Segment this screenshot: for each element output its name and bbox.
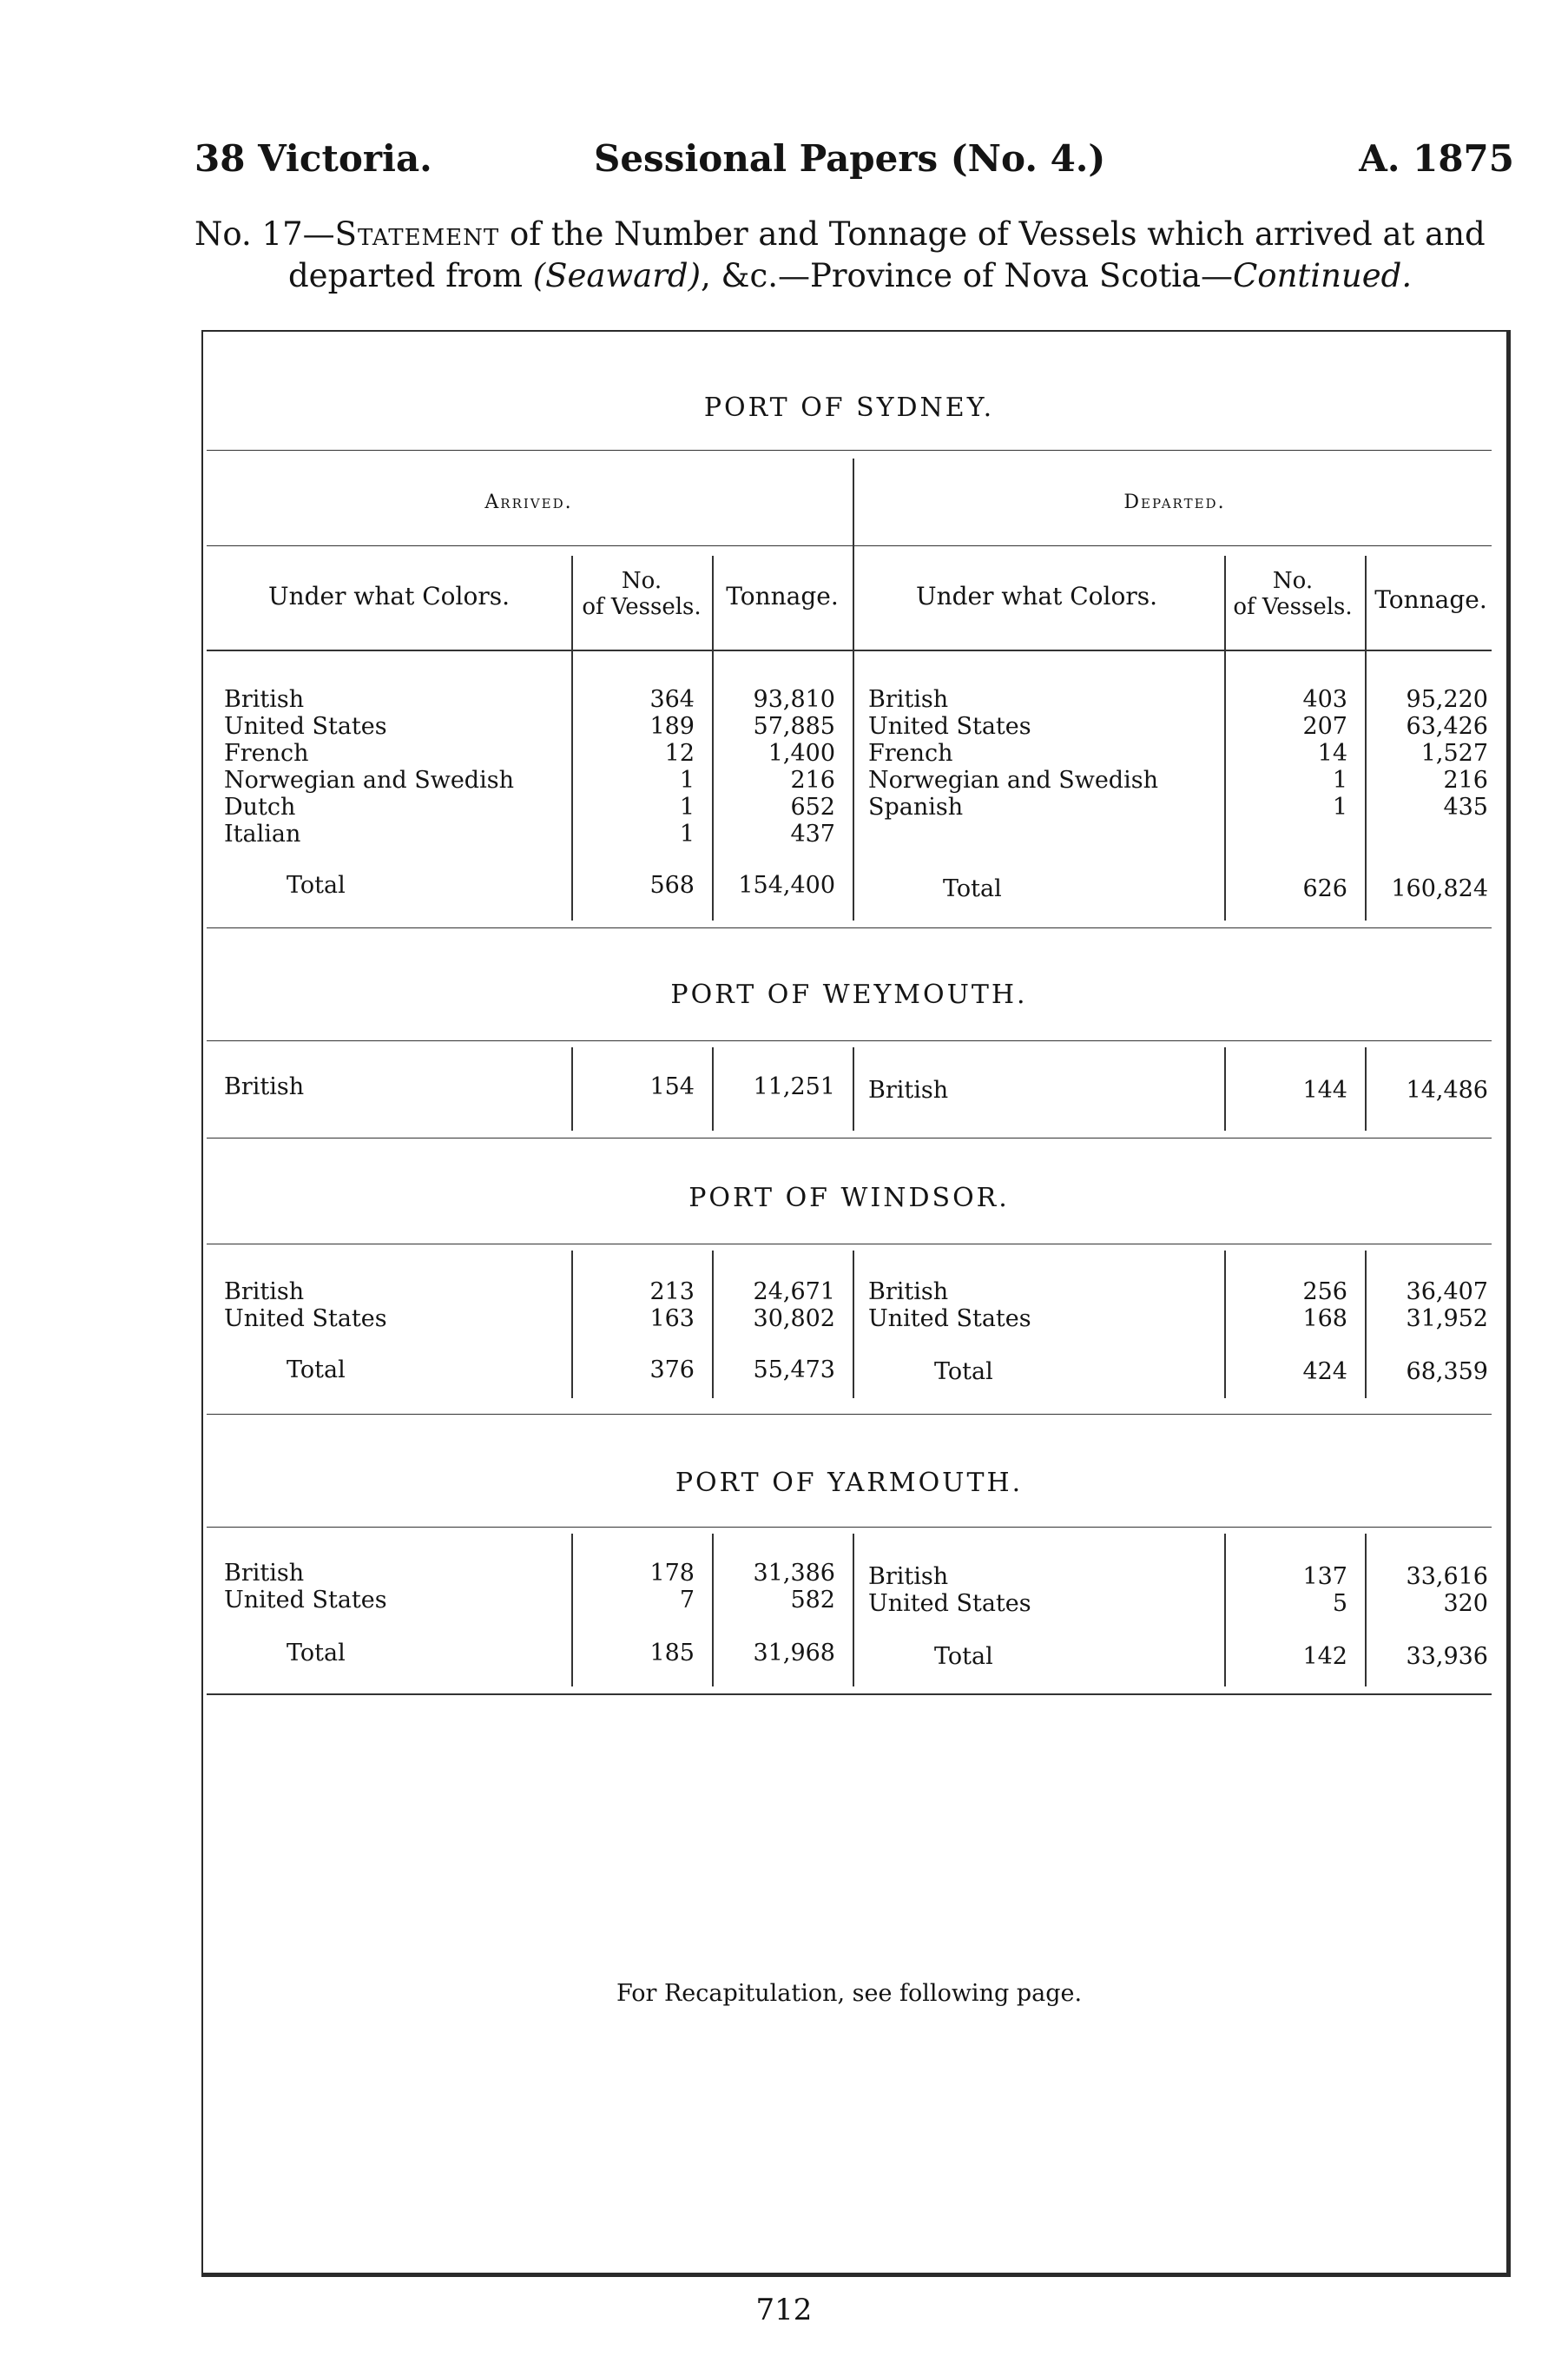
col-colors-departed: Under what Colors. bbox=[915, 582, 1157, 610]
row-colors: British bbox=[868, 1278, 949, 1305]
header-session: 38 Victoria. bbox=[194, 137, 432, 180]
row-colors: British bbox=[224, 1073, 305, 1100]
table-caption-line-1 bbox=[194, 215, 1514, 253]
col-vessels-line2: of Vessels. bbox=[1233, 594, 1353, 620]
row-tonnage: 216 bbox=[790, 767, 835, 794]
row-tonnage: 1,400 bbox=[768, 740, 835, 767]
row-vessels: 1 bbox=[1332, 767, 1347, 794]
row-colors: British bbox=[224, 1560, 305, 1587]
row-tonnage: 31,952 bbox=[1406, 1305, 1488, 1332]
row-vessels: 12 bbox=[664, 740, 695, 767]
center-divider bbox=[853, 459, 854, 921]
port-title-weymouth: PORT OF WEYMOUTH. bbox=[670, 980, 1028, 1010]
row-vessels: 213 bbox=[649, 1278, 695, 1305]
center-divider bbox=[853, 1534, 854, 1686]
row-vessels: 1 bbox=[1332, 794, 1347, 821]
row-tonnage: 216 bbox=[1443, 767, 1488, 794]
row-vessels: 137 bbox=[1302, 1563, 1347, 1590]
col-vessels-line1: No. bbox=[621, 568, 662, 594]
row-colors: French bbox=[868, 740, 953, 767]
row-vessels: 1 bbox=[679, 794, 695, 821]
row-tonnage: 36,407 bbox=[1406, 1278, 1488, 1305]
row-tonnage: 652 bbox=[790, 794, 835, 821]
header-year: A. 1875 bbox=[1359, 137, 1514, 180]
caption-continued: Continued. bbox=[1232, 257, 1413, 294]
row-colors: Total bbox=[287, 872, 346, 899]
caption-number: No. 17— bbox=[194, 215, 335, 253]
row-vessels: 178 bbox=[649, 1560, 695, 1587]
row-vessels: 144 bbox=[1302, 1077, 1347, 1104]
rule bbox=[207, 545, 1492, 546]
row-tonnage: 30,802 bbox=[753, 1305, 835, 1332]
col-vessels-departed bbox=[1224, 568, 1361, 620]
rule bbox=[207, 1693, 1492, 1695]
row-colors: Norwegian and Swedish bbox=[868, 767, 1158, 794]
row-colors: United States bbox=[224, 1587, 387, 1614]
row-vessels: 568 bbox=[649, 872, 695, 899]
row-colors: United States bbox=[224, 1305, 387, 1332]
row-colors: British bbox=[224, 1278, 305, 1305]
row-colors: Italian bbox=[224, 821, 301, 848]
port-title-windsor: PORT OF WINDSOR. bbox=[688, 1183, 1010, 1213]
row-vessels: 168 bbox=[1302, 1305, 1347, 1332]
row-colors: British bbox=[868, 1563, 949, 1590]
arrived-heading: Arrived. bbox=[484, 492, 573, 513]
row-vessels: 256 bbox=[1302, 1278, 1347, 1305]
caption-line1-rest: of the Number and Tonnage of Vessels which arrived at and bbox=[499, 215, 1486, 253]
row-tonnage: 435 bbox=[1443, 794, 1488, 821]
col-vessels-line1: No. bbox=[1272, 568, 1314, 594]
caption-statement: Statement bbox=[334, 215, 500, 253]
row-colors: Norwegian and Swedish bbox=[224, 767, 514, 794]
row-colors: United States bbox=[868, 1305, 1031, 1332]
row-colors: Total bbox=[934, 1358, 993, 1385]
row-colors: United States bbox=[868, 713, 1031, 740]
row-tonnage: 1,527 bbox=[1420, 740, 1488, 767]
header-papers: Sessional Papers (No. 4.) bbox=[594, 137, 1106, 180]
row-tonnage: 160,824 bbox=[1391, 875, 1488, 902]
row-colors: British bbox=[868, 686, 949, 713]
row-tonnage: 33,936 bbox=[1406, 1643, 1488, 1670]
row-tonnage: 63,426 bbox=[1406, 713, 1488, 740]
rule bbox=[207, 1527, 1492, 1528]
row-colors: Total bbox=[943, 875, 1002, 902]
row-tonnage: 582 bbox=[790, 1587, 835, 1614]
row-colors: British bbox=[224, 686, 305, 713]
row-tonnage: 31,968 bbox=[753, 1640, 835, 1666]
row-tonnage: 154,400 bbox=[738, 872, 835, 899]
row-tonnage: 68,359 bbox=[1406, 1358, 1488, 1385]
center-divider bbox=[853, 1251, 854, 1398]
row-vessels: 189 bbox=[649, 713, 695, 740]
row-vessels: 424 bbox=[1302, 1358, 1347, 1385]
row-vessels: 1 bbox=[679, 767, 695, 794]
row-vessels: 142 bbox=[1302, 1643, 1347, 1670]
row-vessels: 376 bbox=[649, 1356, 695, 1383]
col-tonnage-departed: Tonnage. bbox=[1374, 585, 1487, 614]
col-colors-arrived: Under what Colors. bbox=[267, 582, 510, 610]
row-colors: Total bbox=[934, 1643, 993, 1670]
row-vessels: 154 bbox=[649, 1073, 695, 1100]
row-vessels: 7 bbox=[679, 1587, 695, 1614]
caption-line2-mid: , &c.—Province of Nova Scotia— bbox=[701, 257, 1233, 294]
rule bbox=[207, 650, 1492, 651]
row-vessels: 163 bbox=[649, 1305, 695, 1332]
row-colors: Dutch bbox=[224, 794, 296, 821]
recapitulation-note: For Recapitulation, see following page. bbox=[616, 1980, 1083, 2007]
row-vessels: 403 bbox=[1302, 686, 1347, 713]
row-colors: French bbox=[224, 740, 309, 767]
rule bbox=[207, 927, 1492, 928]
row-tonnage: 437 bbox=[790, 821, 835, 848]
row-tonnage: 57,885 bbox=[753, 713, 835, 740]
row-tonnage: 95,220 bbox=[1406, 686, 1488, 713]
table-caption-line-2 bbox=[194, 257, 1514, 294]
row-vessels: 1 bbox=[679, 821, 695, 848]
running-header bbox=[194, 137, 1514, 189]
rule bbox=[207, 450, 1492, 451]
caption-line2-start: departed from bbox=[288, 257, 533, 294]
row-vessels: 5 bbox=[1332, 1590, 1347, 1617]
row-tonnage: 11,251 bbox=[753, 1073, 835, 1100]
port-title-sydney: PORT OF SYDNEY. bbox=[703, 393, 995, 423]
row-tonnage: 24,671 bbox=[753, 1278, 835, 1305]
row-vessels: 364 bbox=[649, 686, 695, 713]
row-vessels: 185 bbox=[649, 1640, 695, 1666]
row-tonnage: 33,616 bbox=[1406, 1563, 1488, 1590]
row-colors: Total bbox=[287, 1356, 346, 1383]
row-tonnage: 55,473 bbox=[753, 1356, 835, 1383]
row-tonnage: 320 bbox=[1443, 1590, 1488, 1617]
row-vessels: 14 bbox=[1317, 740, 1347, 767]
page-number: 712 bbox=[755, 2293, 813, 2327]
row-tonnage: 14,486 bbox=[1406, 1077, 1488, 1104]
row-vessels: 207 bbox=[1302, 713, 1347, 740]
col-tonnage-arrived: Tonnage. bbox=[726, 582, 839, 610]
row-colors: Total bbox=[287, 1640, 346, 1666]
row-tonnage: 31,386 bbox=[753, 1560, 835, 1587]
departed-heading: Departed. bbox=[1123, 492, 1226, 513]
row-tonnage: 93,810 bbox=[753, 686, 835, 713]
row-colors: British bbox=[868, 1077, 949, 1104]
port-title-yarmouth: PORT OF YARMOUTH. bbox=[675, 1468, 1024, 1498]
row-colors: United States bbox=[868, 1590, 1031, 1617]
col-vessels-line2: of Vessels. bbox=[582, 594, 702, 620]
row-vessels: 626 bbox=[1302, 875, 1347, 902]
row-colors: United States bbox=[224, 713, 387, 740]
col-vessels-arrived bbox=[573, 568, 710, 620]
center-divider bbox=[853, 1047, 854, 1131]
rule bbox=[207, 1414, 1492, 1415]
rule bbox=[207, 1040, 1492, 1041]
row-colors: Spanish bbox=[868, 794, 964, 821]
caption-seaward: (Seaward) bbox=[532, 257, 702, 294]
